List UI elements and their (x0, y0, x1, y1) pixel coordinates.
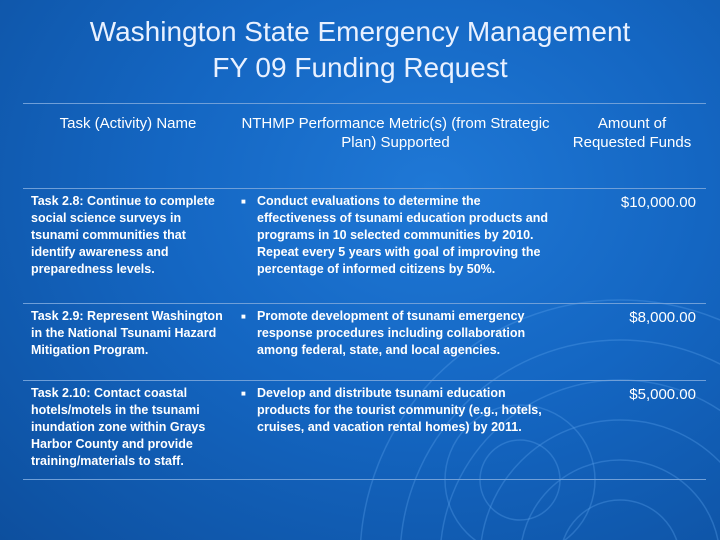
metric-cell (233, 189, 558, 303)
page-title (0, 14, 720, 86)
table-header-row (23, 104, 706, 189)
metric-cell (233, 381, 558, 479)
table-row (23, 381, 706, 480)
square-bullet-icon: ■ (241, 197, 246, 206)
task-cell: Task 2.8: Continue to complete social science surveys in tsunami communities that identify awareness and preparedness levels. (31, 194, 215, 276)
title-line-1: Washington State Emergency Management (89, 16, 631, 47)
square-bullet-icon: ■ (241, 389, 246, 398)
table-row (23, 304, 706, 381)
task-cell: Task 2.9: Represent Washington in the National Tsunami Hazard Mitigation Program. (31, 309, 223, 357)
table-row (23, 189, 706, 304)
amount-cell: $5,000.00 (629, 386, 696, 403)
task-cell: Task 2.10: Contact coastal hotels/motels in the tsunami inundation zone within Grays Harbor County and provide training/materials to staff. (31, 386, 206, 468)
header-task: Task (Activity) Name (59, 115, 197, 132)
amount-cell: $10,000.00 (620, 194, 696, 211)
header-metric: NTHMP Performance Metric(s) (from Strategic Plan) Supported (241, 115, 550, 151)
square-bullet-icon: ■ (241, 312, 246, 321)
metric-text: Develop and distribute tsunami education products for the tourist community (e.g., hotels, cruises, and vacation rental homes) by 2011. (257, 386, 542, 434)
title-line-2: FY 09 Funding Request (212, 52, 508, 83)
metric-text: Promote development of tsunami emergency response procedures including collaboration among federal, state, and local agencies. (257, 309, 526, 357)
metric-cell (233, 304, 558, 380)
funding-table (23, 103, 706, 480)
amount-cell: $8,000.00 (629, 309, 696, 326)
header-amount: Amount of Requested Funds (572, 115, 692, 151)
metric-text: Conduct evaluations to determine the effectiveness of tsunami education products and programs in 10 selected communities by 2010. Repeat every 5 years with goal of improving the percentage of informed citizens by 50%. (257, 194, 549, 276)
